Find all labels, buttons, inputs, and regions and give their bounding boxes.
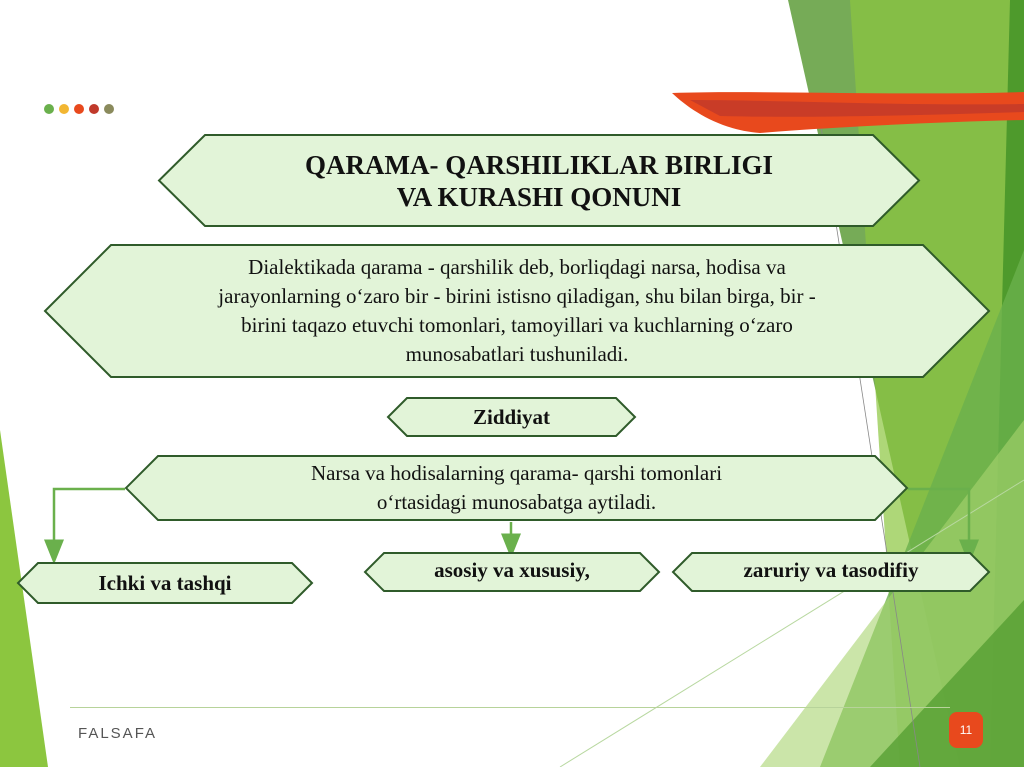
footer-label: FALSAFA xyxy=(78,725,158,742)
title-line-1: QARAMA- QARSHILIKLAR BIRLIGI xyxy=(304,149,774,180)
term-box xyxy=(387,397,636,437)
page-number-badge: 11 xyxy=(949,712,983,748)
type-box-asosiy xyxy=(364,552,660,592)
definition-line-1: Dialektikada qarama - qarshilik deb, borliqdagi narsa, hodisa va xyxy=(248,255,786,279)
term-definition-box xyxy=(125,455,908,521)
definition-line-3: birini taqazo etuvchi tomonlari, tamoyillari va kuchlarning o‘zaro xyxy=(241,313,793,337)
arrow-to-ichki xyxy=(54,489,125,552)
definition-text xyxy=(44,244,990,378)
type-label-2: asosiy va xususiy, xyxy=(434,558,590,582)
footer-divider xyxy=(70,707,950,708)
title-box xyxy=(158,134,920,227)
type-box-zaruriy xyxy=(672,552,990,592)
arrow-to-zaruriy xyxy=(908,489,969,552)
term-def-line-2: o‘rtasidagi munosabatga aytiladi. xyxy=(376,490,657,514)
definition-box xyxy=(44,244,990,378)
definition-line-4: munosabatlari tushuniladi. xyxy=(405,342,629,366)
term-def-line-1: Narsa va hodisalarning qarama- qarshi tomonlari xyxy=(310,461,723,485)
type-label-3: zaruriy va tasodifiy xyxy=(743,558,919,582)
term-label: Ziddiyat xyxy=(472,404,551,429)
type-label-1: Ichki va tashqi xyxy=(98,570,232,595)
definition-line-2: jarayonlarning o‘zaro bir - birini istisno qiladigan, shu bilan birga, bir - xyxy=(218,284,816,308)
page-title xyxy=(158,134,920,227)
term-definition-text xyxy=(125,455,908,521)
type-box-ichki xyxy=(17,562,313,604)
title-line-2: VA KURASHI QONUNI xyxy=(396,181,682,212)
